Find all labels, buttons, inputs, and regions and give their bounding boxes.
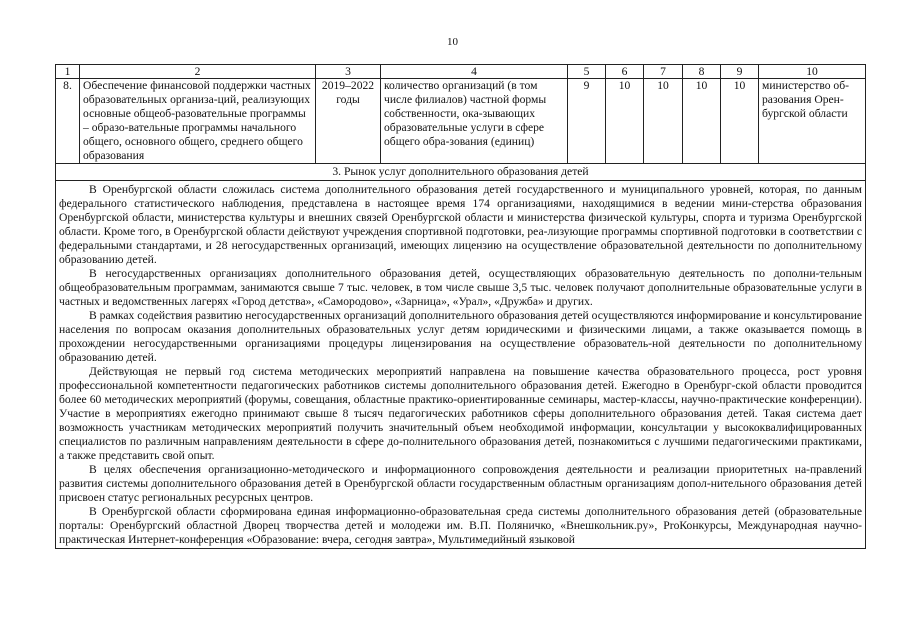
paragraph: В Оренбургской области сложилась система дополнительного образования детей государственного и муниципального уровней, которая, по данным федерального статистического наблюдения, представлена в настоящее время 174 организациями, находящимися в ведении мини-стерства образования Оренбургской области, министерства культуры и внешних связей Оренбургской области и министерства физической культуры, спорта и туризма Оренбургской области. Кроме того, в Оренбургской области действуют учреждения спортивной подготовки, реа-лизующие программы спортивной подготовки в соответствии с федеральными стандартами, и 28 негосударственных организаций, имеющих лицензию на осуществление образовательной деятельности по дополнительному образованию детей. [59,183,862,266]
column-number: 6 [606,65,644,79]
paragraph: Действующая не первый год система методических мероприятий направлена на повышение качества образовательного процесса, рост уровня профессиональной компетентности педагогических работников системы дополнительного образования детей. Ежегодно в Оренбург-ской области проводится более 60 методических мероприятий (форумы, совещания, областные практико-ориентированные семинары, мастер-классы, научно-практические конференции). Участие в мероприятиях ежегодно принимают свыше 8 тысяч педагогических работников сферы дополнительного образования детей. Такая система дает возможность участникам методических мероприятий получить значительный объем необходимой информации, консультации у высококвалифицированных специалистов по различным направлениям деятельности в сфере до-полнительного образования детей, познакомиться с лучшими педагогическими практиками, а также представить свой опыт. [59,365,862,462]
value-cell: 10 [644,79,683,164]
column-number: 9 [721,65,759,79]
paragraph: В негосударственных организациях дополнительного образования детей, осуществляющих образовательную деятельность по дополни-тельным общеобразовательным программам, занимаются свыше 7 тыс. человек, в том числе свыше 3,5 тыс. человек получают дополнительные образовательные услуги в частных и ведомственных лагерях «Город детства», «Самородово», «Зарница», «Урал», «Дружба» и других. [59,267,862,308]
column-number: 1 [56,65,80,79]
column-number: 2 [80,65,316,79]
plan-table [55,64,866,549]
column-number: 10 [759,65,866,79]
column-number: 4 [381,65,568,79]
value-cell: 10 [721,79,759,164]
value-cell: 10 [606,79,644,164]
column-numbers-row [56,65,866,79]
value-cell: 9 [568,79,606,164]
section-title-row [56,164,866,181]
section-body [56,181,866,549]
paragraph: В Оренбургской области сформирована единая информационно-образовательная среда системы дополнительного образования детей (образовательные порталы: Оренбургский областной Дворец творчества детей и молодежи им. В.П. Поляничко, «Внешкольник.ру», ProКонкурсы, Международная научно-практическая Интернет-конференция «Образование: вчера, сегодня завтра», Мультимедийный языковой [59,505,862,546]
period-cell: 2019–2022 годы [316,79,381,164]
value-cell: 10 [683,79,721,164]
indicator-cell: количество организаций (в том числе филиалов) частной формы собственности, ока-зывающих образовательные услуги в сфере общего обра-зования (единиц) [381,79,568,164]
column-number: 5 [568,65,606,79]
section-title: 3. Рынок услуг дополнительного образования детей [56,164,866,181]
column-number: 7 [644,65,683,79]
paragraph: В рамках содействия развитию негосударственных организаций дополнительного образования детей осуществляются информирование и консультирование населения по вопросам оказания дополнительных образовательных услуг детям юридическими и физическими лицами, а также оказывается помощь в прохождении негосударственными организациями процедуры лицензирования на осуществление образователь-ной деятельности по дополнительному образованию детей. [59,309,862,364]
column-number: 3 [316,65,381,79]
page-number: 10 [447,36,458,48]
column-number: 8 [683,65,721,79]
row-index: 8. [56,79,80,164]
responsible-cell: министерство об-разования Орен-бургской области [759,79,866,164]
paragraph: В целях обеспечения организационно-методического и информационного сопровождения деятельности и реализации приоритетных на-правлений развития системы дополнительного образования детей в Оренбургской области государственным областным организациям допол-нительного образования детей присвоен статус региональных ресурсных центров. [59,463,862,504]
table-row [56,79,866,164]
section-body-row [56,181,866,549]
measure-cell: Обеспечение финансовой поддержки частных образовательных организа-ций, реализующих основные общеоб-разовательные программы – образо-вательные программы начального общего, основного общего, среднего общего образования [80,79,316,164]
